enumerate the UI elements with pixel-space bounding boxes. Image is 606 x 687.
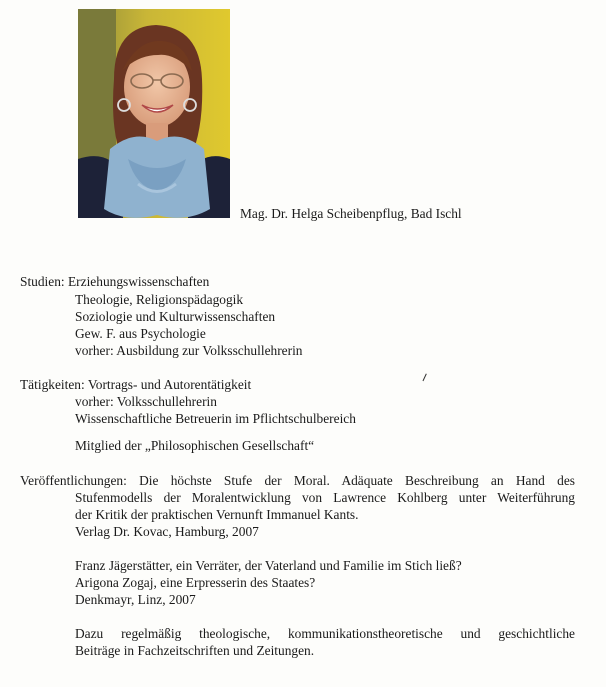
studies-item: vorher: Ausbildung zur Volksschullehrerin bbox=[75, 343, 303, 358]
publications-first-line bbox=[20, 472, 575, 489]
publications-label: Veröffentlichungen: bbox=[20, 473, 127, 488]
activities-label: Tätigkeiten: bbox=[20, 377, 85, 392]
pen-mark bbox=[422, 374, 429, 383]
studies-label: Studien: bbox=[20, 274, 65, 289]
membership-line: Mitglied der „Philosophischen Gesellschaft“ bbox=[75, 438, 315, 453]
book2-publisher: Denkmayr, Linz, 2007 bbox=[75, 592, 196, 607]
book2-line2: Arigona Zogaj, eine Erpresserin des Staates? bbox=[75, 575, 316, 590]
book1-publisher: Verlag Dr. Kovac, Hamburg, 2007 bbox=[75, 524, 259, 539]
book1-line2: Stufenmodells der Moralentwicklung von Lawrence Kohlberg unter Weiterführung bbox=[75, 490, 575, 505]
portrait-photo bbox=[78, 9, 230, 218]
studies-first-line bbox=[20, 273, 209, 290]
book1-line3: der Kritik der praktischen Vernunft Immanuel Kants. bbox=[75, 507, 359, 522]
studies-item: Erziehungswissenschaften bbox=[68, 274, 210, 289]
activities-item: Vortrags- und Autorentätigkeit bbox=[87, 377, 252, 392]
regular-line1: Dazu regelmäßig theologische, kommunikationstheoretische und geschichtliche bbox=[75, 626, 575, 641]
book1-line1: Die höchste Stufe der Moral. Adäquate Beschreibung an Hand des bbox=[139, 473, 575, 488]
studies-item: Gew. F. aus Psychologie bbox=[75, 326, 206, 341]
portrait-illustration bbox=[78, 9, 230, 218]
book2-line1: Franz Jägerstätter, ein Verräter, der Vaterland und Familie im Stich ließ? bbox=[75, 558, 462, 573]
regular-line2: Beiträge in Fachzeitschriften und Zeitungen. bbox=[75, 643, 315, 658]
studies-item: Soziologie und Kulturwissenschaften bbox=[75, 309, 276, 324]
portrait-caption: Mag. Dr. Helga Scheibenpflug, Bad Ischl bbox=[240, 206, 462, 221]
activities-first-line bbox=[20, 376, 251, 393]
activities-item: Wissenschaftliche Betreuerin im Pflichtschulbereich bbox=[75, 411, 356, 426]
studies-item: Theologie, Religionspädagogik bbox=[75, 292, 244, 307]
activities-item: vorher: Volksschullehrerin bbox=[75, 394, 217, 409]
